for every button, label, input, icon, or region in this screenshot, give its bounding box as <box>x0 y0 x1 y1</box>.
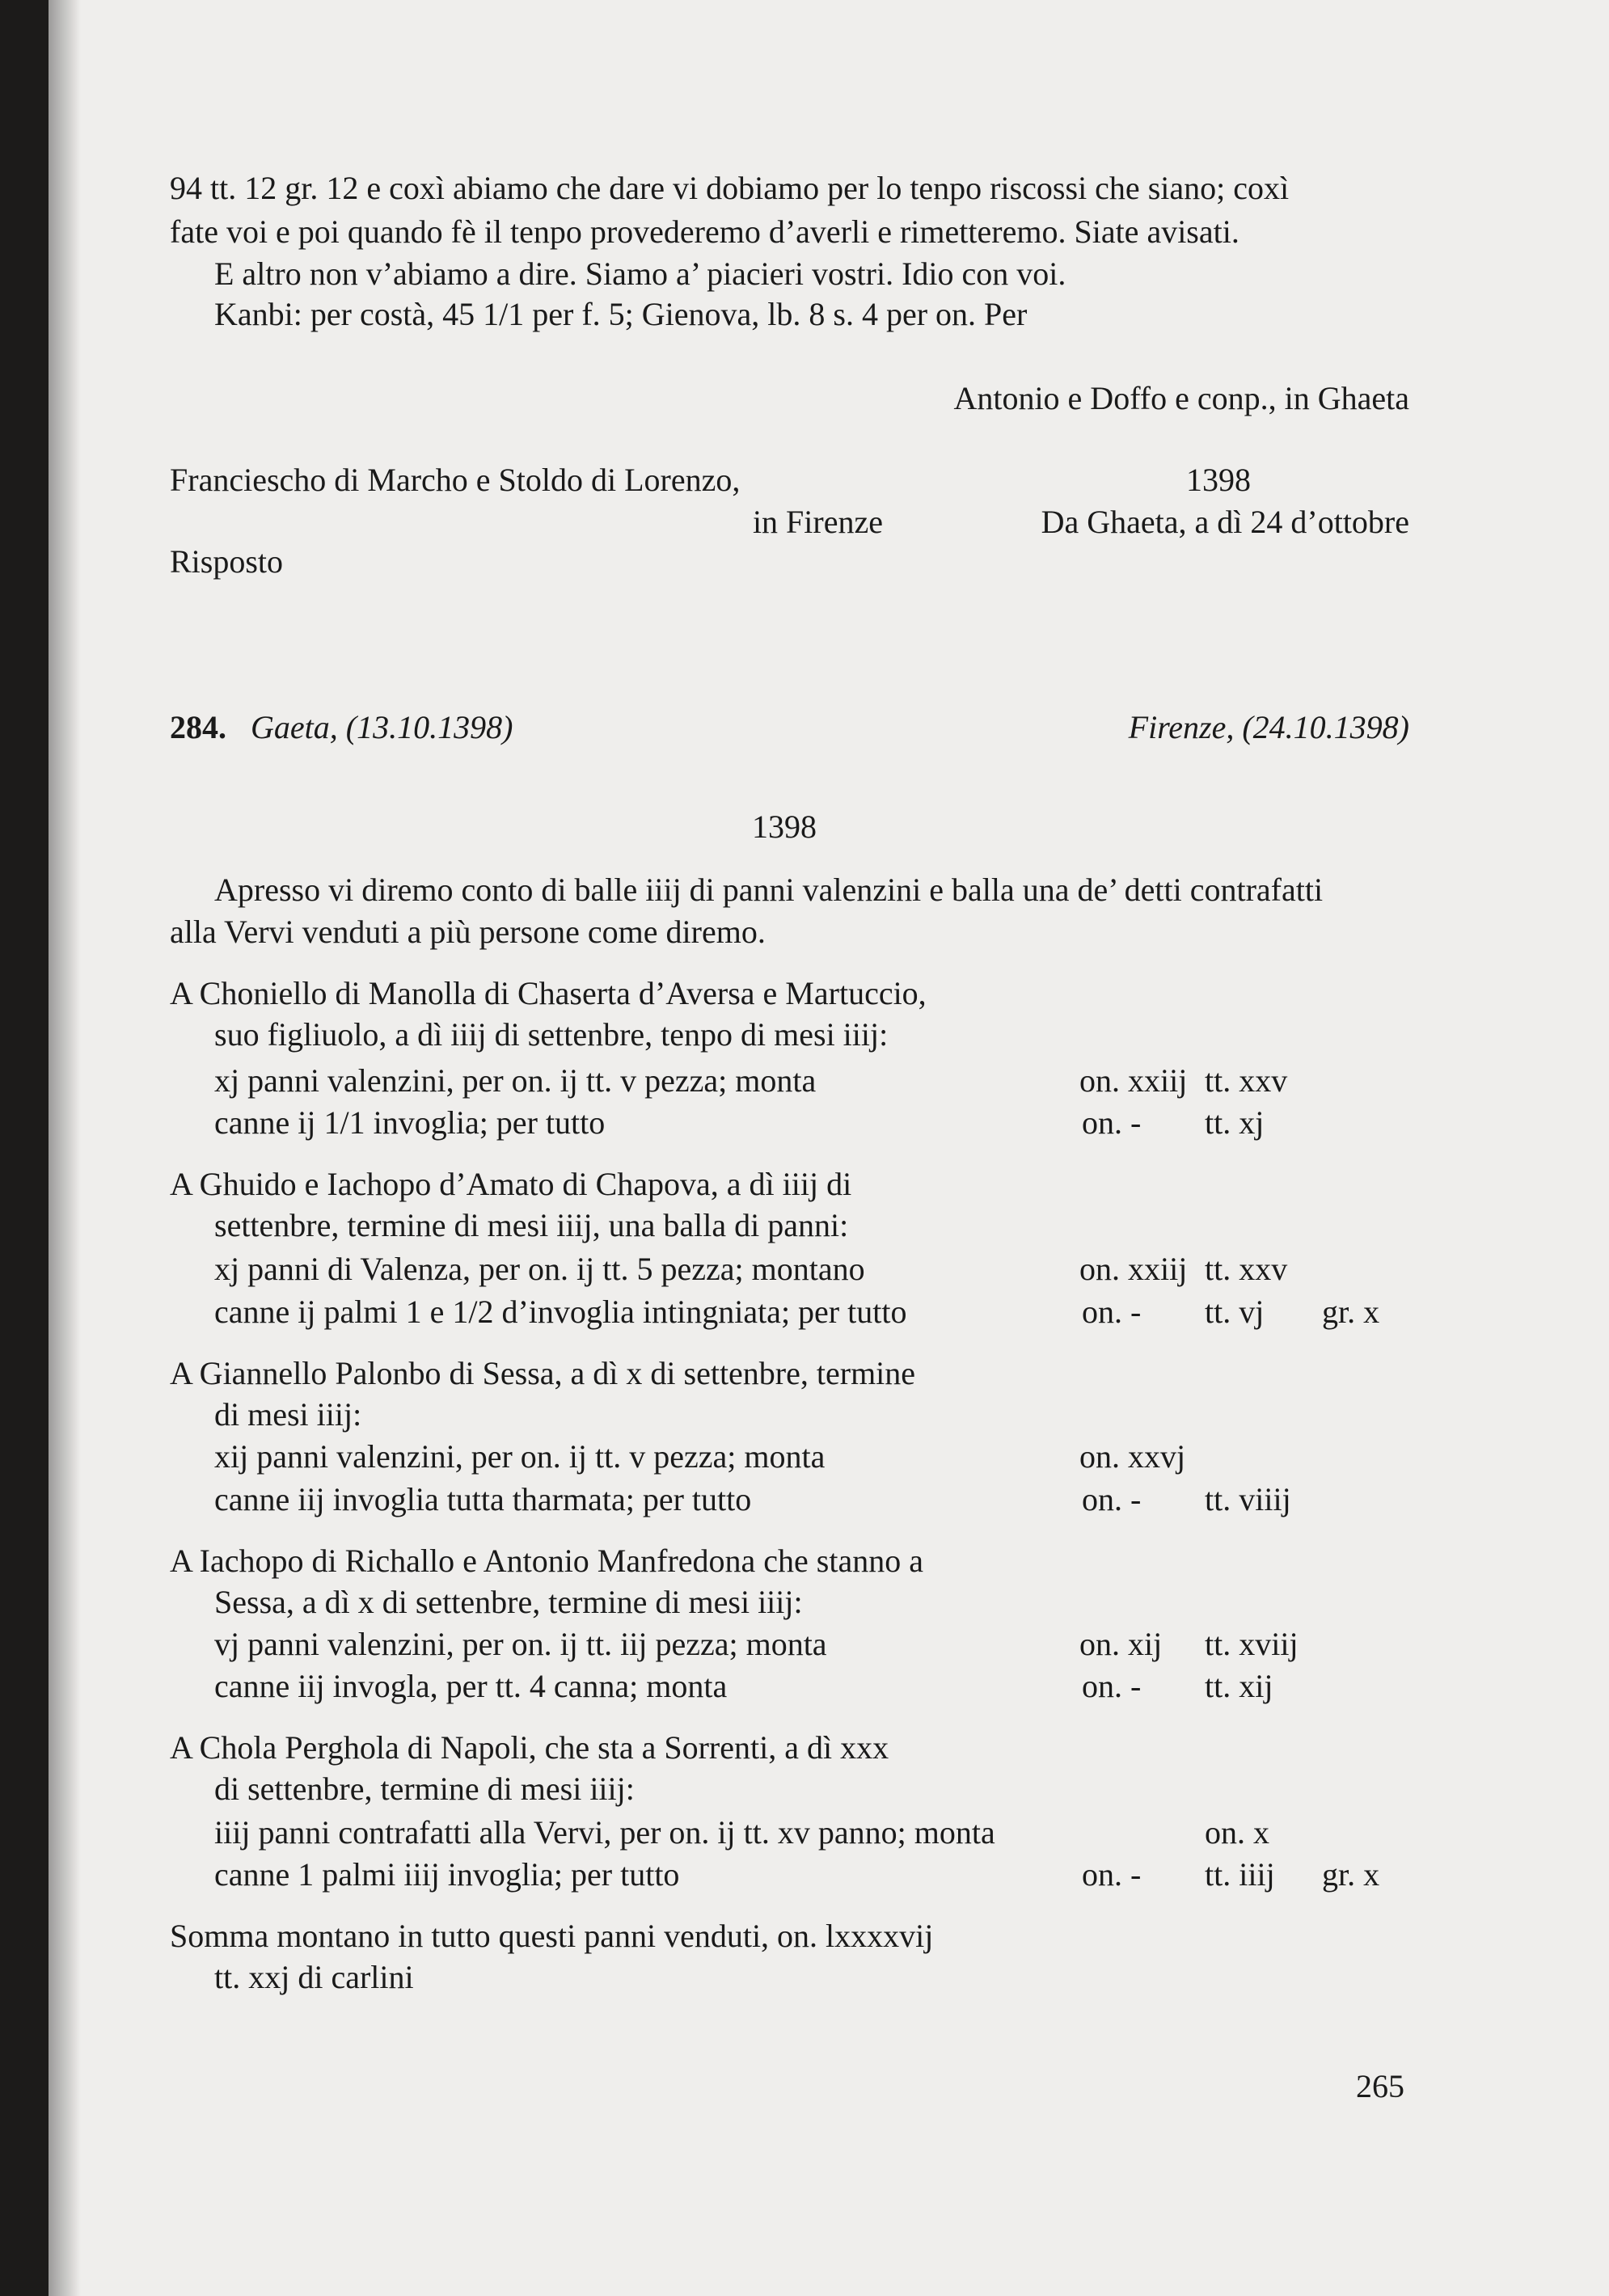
entry-5-item-2-amount-on: on. - <box>1082 1856 1142 1893</box>
document-destination: Firenze, (24.10.1398) <box>1128 709 1409 745</box>
entry-3-item-2-amount-tt: tt. viiij <box>1205 1481 1291 1517</box>
document-heading <box>170 707 513 748</box>
entry-5-item-2-amount-gr: gr. x <box>1322 1856 1380 1893</box>
entry-3-line-2: di mesi iiij: <box>214 1396 362 1433</box>
entry-4-item-1-amount-tt: tt. xviij <box>1205 1626 1299 1662</box>
document-number: 284. <box>170 709 226 745</box>
entry-3-item-2-amount-on: on. - <box>1082 1481 1142 1517</box>
entry-4-item-2-desc: canne iij invogla, per tt. 4 canna; monta <box>214 1668 728 1704</box>
address-place: in Firenze <box>752 504 883 540</box>
entry-5-item-2-desc: canne 1 palmi iiij invoglia; per tutto <box>214 1856 680 1893</box>
letter-text-line-3: E altro non v’abiamo a dire. Siamo a’ piacieri vostri. Idio con voi. <box>214 255 1066 292</box>
summary-line-2: tt. xxj di carlini <box>214 1959 414 1995</box>
entry-1-item-2-desc: canne ij 1/1 invoglia; per tutto <box>214 1104 606 1141</box>
address-date: Da Ghaeta, a dì 24 d’ottobre <box>1041 504 1409 540</box>
letter-signature: Antonio e Doffo e conp., in Ghaeta <box>953 380 1409 416</box>
address-year: 1398 <box>1186 462 1251 498</box>
entry-1-item-2-amount-on: on. - <box>1082 1104 1142 1141</box>
entry-3-item-1-amount-on: on. xxvj <box>1079 1438 1186 1475</box>
entry-1-line-2: suo figliuolo, a dì iiij di settenbre, tenpo di mesi iiij: <box>214 1016 889 1053</box>
entry-1-item-1-amount-tt: tt. xxv <box>1205 1062 1288 1099</box>
entry-4-item-2-amount-tt: tt. xij <box>1205 1668 1273 1704</box>
entry-4-item-1-amount-on: on. xij <box>1079 1626 1163 1662</box>
entry-2-item-1-desc: xj panni di Valenza, per on. ij tt. 5 pezza; montano <box>214 1251 865 1287</box>
entry-5-item-1-desc: iiij panni contrafatti alla Vervi, per on. ij tt. xv panno; monta <box>214 1814 995 1851</box>
entry-2-item-2-amount-tt: tt. vj <box>1205 1294 1265 1330</box>
document-origin: Gaeta, (13.10.1398) <box>251 709 513 745</box>
entry-1-line-1: A Choniello di Manolla di Chaserta d’Aversa e Martuccio, <box>170 975 927 1011</box>
letter-text-line-4: Kanbi: per costà, 45 1/1 per f. 5; Gienova, lb. 8 s. 4 per on. Per <box>214 296 1028 332</box>
entry-2-line-2: settenbre, termine di mesi iiij, una balla di panni: <box>214 1207 849 1243</box>
entry-5-item-2-amount-tt: tt. iiij <box>1205 1856 1275 1893</box>
entry-2-item-1-amount-tt: tt. xxv <box>1205 1251 1288 1287</box>
entry-2-item-2-amount-on: on. - <box>1082 1294 1142 1330</box>
address-recipient: Franciescho di Marcho e Stoldo di Lorenzo, <box>170 462 741 498</box>
entry-3-item-2-desc: canne iij invoglia tutta tharmata; per tutto <box>214 1481 752 1517</box>
letter-text-line-2: fate voi e poi quando fè il tenpo provederemo d’averli e rimetteremo. Siate avisati. <box>170 213 1239 250</box>
entry-4-item-1-desc: vj panni valenzini, per on. ij tt. iij pezza; monta <box>214 1626 827 1662</box>
summary-line-1: Somma montano in tutto questi panni venduti, on. lxxxxvij <box>170 1918 934 1954</box>
book-binding-shadow <box>49 0 81 2296</box>
entry-5-line-2: di settenbre, termine di mesi iiij: <box>214 1771 635 1807</box>
entry-5-item-1-amount-on: on. x <box>1205 1814 1269 1851</box>
intro-line-2: alla Vervi venduti a più persone come diremo. <box>170 914 766 950</box>
letter-text-line-1: 94 tt. 12 gr. 12 e coxì abiamo che dare vi dobiamo per lo tenpo riscossi che siano; coxì <box>170 170 1290 206</box>
intro-line-1: Apresso vi diremo conto di balle iiij di panni valenzini e balla una de’ detti contrafatti <box>214 872 1324 908</box>
entry-4-line-2: Sessa, a dì x di settenbre, termine di mesi iiij: <box>214 1584 803 1620</box>
page-number: 265 <box>1356 2068 1404 2104</box>
entry-2-item-2-amount-gr: gr. x <box>1322 1294 1380 1330</box>
entry-2-item-2-desc: canne ij palmi 1 e 1/2 d’invoglia intingniata; per tutto <box>214 1294 907 1330</box>
entry-1-item-1-desc: xj panni valenzini, per on. ij tt. v pezza; monta <box>214 1062 817 1099</box>
risposto-note: Risposto <box>170 543 284 580</box>
document-year: 1398 <box>752 808 817 845</box>
entry-4-line-1: A Iachopo di Richallo e Antonio Manfredona che stanno a <box>170 1543 923 1579</box>
entry-5-line-1: A Chola Perghola di Napoli, che sta a Sorrenti, a dì xxx <box>170 1729 889 1766</box>
entry-3-line-1: A Giannello Palonbo di Sessa, a dì x di settenbre, termine <box>170 1355 916 1391</box>
entry-1-item-1-amount-on: on. xxiij <box>1079 1062 1188 1099</box>
entry-2-item-1-amount-on: on. xxiij <box>1079 1251 1188 1287</box>
entry-4-item-2-amount-on: on. - <box>1082 1668 1142 1704</box>
entry-3-item-1-desc: xij panni valenzini, per on. ij tt. v pezza; monta <box>214 1438 826 1475</box>
entry-1-item-2-amount-tt: tt. xj <box>1205 1104 1265 1141</box>
entry-2-line-1: A Ghuido e Iachopo d’Amato di Chapova, a dì iiij di <box>170 1166 852 1202</box>
